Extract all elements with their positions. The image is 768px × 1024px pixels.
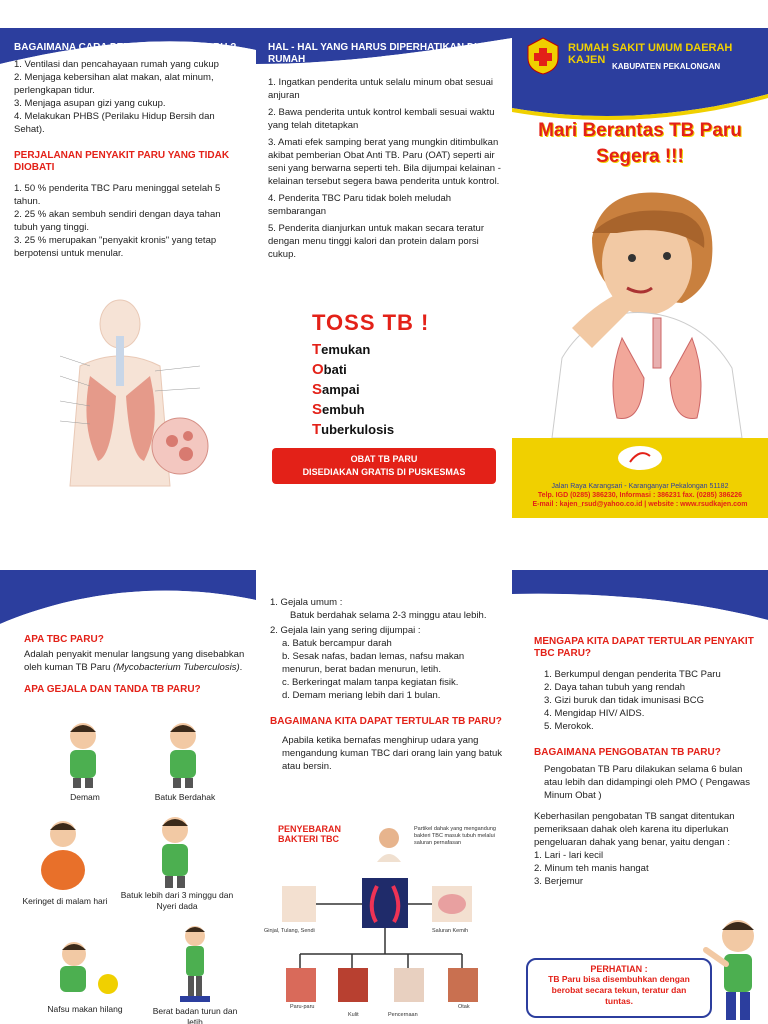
coughing-person-photo bbox=[374, 826, 404, 862]
kid-sweating-illustration bbox=[38, 818, 88, 892]
symptom-caption: Nafsu makan hilang bbox=[47, 1004, 123, 1014]
symptoms-heading: APA GEJALA DAN TANDA TB PARU? bbox=[24, 684, 201, 695]
toss-word: Sembuh bbox=[312, 401, 365, 418]
sputum-text: Keberhasilan pengobatan TB sangat ditentukan pemeriksaan dahak oleh karena itu diperlukan pengeluaran dahak yang benar, yaitu dengan : bbox=[534, 811, 735, 848]
causes-section bbox=[534, 636, 760, 888]
symptom-caption: Batuk Berdahak bbox=[154, 792, 216, 802]
treatment-text: Pengobatan TB Paru dilakukan selama 6 bulan atau lebih dan didampingi oleh PMO ( Pengawas Minum Obat ) bbox=[544, 764, 750, 801]
list-item: 4. Mengidap HIV/ AIDS. bbox=[544, 708, 645, 719]
list-item: 2. Menjaga kebersihan alat makan, alat minum, perlengkapan tidur. bbox=[14, 72, 214, 96]
list-item: 4. Melakukan PHBS (Perilaku Hidup Bersih dan Sehat). bbox=[14, 111, 215, 135]
panel-prevention bbox=[0, 28, 256, 518]
address: Jalan Raya Karangsari - Karanganyar Pekalongan 51182 bbox=[551, 483, 729, 490]
home-care-section bbox=[268, 42, 504, 261]
hospital-emblem-icon bbox=[526, 36, 560, 76]
brochure-outside bbox=[0, 28, 768, 518]
list-item: 1. Ventilasi dan pencahayaan rumah yang cukup bbox=[14, 59, 219, 70]
panel-what-is-tb bbox=[0, 570, 256, 1024]
hospital-logo-icon bbox=[616, 444, 664, 472]
tb-spread-diagram bbox=[272, 876, 498, 1022]
prevention-heading: BAGAIMANA CARA PENCEGAHAN TB PARU ? bbox=[14, 42, 237, 53]
home-care-heading: HAL - HAL YANG HARUS DIPERHATIKAN DI RUMAH bbox=[268, 42, 477, 65]
coughing-boy-illustration bbox=[532, 178, 762, 438]
organ-label: Ginjal, Tulang, Sendi bbox=[264, 928, 315, 934]
list-item: 1. Berkumpul dengan penderita TBC Paru bbox=[544, 669, 721, 680]
regency-name: KABUPATEN PEKALONGAN bbox=[612, 62, 721, 71]
causes-heading: MENGAPA KITA DAPAT TERTULAR PENYAKIT TBC PARU? bbox=[534, 636, 754, 659]
respiratory-anatomy-illustration bbox=[50, 296, 220, 496]
symptom-caption: Demam bbox=[70, 792, 100, 802]
wave-decoration bbox=[512, 570, 768, 630]
pointing-boy-illustration bbox=[702, 914, 764, 1024]
notice-title: PERHATIAN : bbox=[590, 964, 648, 974]
toss-title: TOSS TB ! bbox=[312, 310, 430, 335]
prevention-section bbox=[14, 42, 246, 260]
list-item: 2. Minum teh manis hangat bbox=[534, 863, 649, 874]
other-symptoms-title: 2. Gejala lain yang sering dijumpai : bbox=[270, 625, 421, 636]
home-care-list bbox=[268, 76, 504, 261]
toss-word: Obati bbox=[312, 361, 347, 378]
list-item: 2. Daya tahan tubuh yang rendah bbox=[544, 682, 686, 693]
what-is-tb-text: Adalah penyakit menular langsung yang disebabkan oleh kuman TB Paru (Mycobacterium Tuberculosis). bbox=[24, 649, 245, 673]
untreated-heading: PERJALANAN PENYAKIT PARU YANG TIDAK DIOBATI bbox=[14, 150, 230, 173]
organ-label: Saluran Kemih bbox=[432, 928, 469, 934]
organ-label: Pencernaan bbox=[388, 1012, 418, 1018]
notice-body: TB Paru bisa disembuhkan dengan berobat secara tekun, teratur dan tuntas. bbox=[548, 974, 690, 1006]
list-item: 3. Menjaga asupan gizi yang cukup. bbox=[14, 98, 166, 109]
list-item: 4. Penderita TBC Paru tidak boleh meludah sembarangan bbox=[268, 193, 452, 217]
banner-line2: DISEDIAKAN GRATIS DI PUSKESMAS bbox=[302, 467, 466, 477]
symptom-caption: Berat badan turun dan letih bbox=[152, 1006, 238, 1024]
panel-causes-treatment bbox=[512, 570, 768, 1024]
contact-footer bbox=[512, 438, 768, 518]
toss-words bbox=[312, 340, 429, 440]
phone: Telp. IGD (0285) 386230, Informasi : 386231 fax. (0285) 386226 bbox=[537, 492, 743, 499]
notice-box bbox=[526, 958, 712, 1018]
free-medicine-banner bbox=[272, 448, 496, 484]
toss-tb-block bbox=[312, 310, 429, 440]
toss-word: Tuberkulosis bbox=[312, 421, 395, 438]
list-item: 1. Lari - lari kecil bbox=[534, 850, 604, 861]
untreated-list bbox=[14, 182, 246, 260]
what-is-tb-section bbox=[24, 634, 246, 696]
kid-fever-illustration bbox=[58, 720, 108, 790]
list-item: 1. Ingatkan penderita untuk selalu minum obat sesuai anjuran bbox=[268, 77, 493, 101]
other-symptoms-list bbox=[270, 637, 506, 702]
list-item: b. Sesak nafas, badan lemas, nafsu makan menurun, berat badan menurun, letih. bbox=[282, 651, 465, 675]
symptoms-detail bbox=[270, 596, 506, 773]
list-item: 1. 50 % penderita TBC Paru meninggal setelah 5 tahun. bbox=[14, 183, 221, 207]
kid-no-appetite-illustration bbox=[52, 940, 122, 1000]
list-item: d. Demam meriang lebih dari 1 bulan. bbox=[282, 690, 441, 701]
email-website: E-mail : kajen_rsud@yahoo.co.id | website : www.rsudkajen.com bbox=[532, 501, 748, 508]
list-item: a. Batuk bercampur darah bbox=[282, 638, 392, 649]
causes-list bbox=[534, 668, 760, 733]
list-item: 3. Berjemur bbox=[534, 876, 584, 887]
kid-coughing-illustration bbox=[158, 720, 208, 790]
cover-header bbox=[512, 28, 768, 88]
spread-note: Partikel dahak yang mengandung bakteri TBC masuk tubuh melalui saluran pernafasan bbox=[414, 826, 496, 846]
list-item: 5. Penderita dianjurkan untuk makan secara teratur dengan menu tinggi kalori dan protein dalam porsi cukup. bbox=[268, 223, 484, 260]
symptom-caption: Batuk lebih dari 3 minggu dan Nyeri dada bbox=[120, 890, 234, 911]
list-item: 2. 25 % akan sembuh sendiri dengan daya tahan tubuh yang tinggi. bbox=[14, 209, 221, 233]
what-is-tb-heading: APA TBC PARU? bbox=[24, 634, 104, 645]
spread-title: PENYEBARAN BAKTERI TBC bbox=[278, 824, 342, 844]
panel-home-care bbox=[256, 28, 512, 518]
organ-label: Otak bbox=[458, 1004, 470, 1010]
treatment-heading: BAGAIMANA PENGOBATAN TB PARU? bbox=[534, 747, 721, 758]
cover-title: Mari Berantas TB Paru Segera !!! bbox=[538, 120, 742, 167]
kid-chest-pain-illustration bbox=[150, 814, 200, 890]
kid-weight-loss-illustration bbox=[178, 924, 212, 1004]
toss-word: Temukan bbox=[312, 341, 371, 358]
transmission-heading: BAGAIMANA KITA DAPAT TERTULAR TB PARU? bbox=[270, 716, 502, 727]
organ-label: Paru-paru bbox=[290, 1004, 315, 1010]
contact-info bbox=[518, 482, 762, 509]
panel-cover bbox=[512, 28, 768, 518]
sputum-list bbox=[534, 849, 760, 888]
list-item: 2. Bawa penderita untuk kontrol kembali sesuai waktu yang telah ditetapkan bbox=[268, 107, 495, 131]
transmission-text: Apabila ketika bernafas menghirup udara yang mengandung kuman TBC dari orang lain yang batuk atau bersin. bbox=[282, 735, 503, 772]
wave-decoration bbox=[0, 570, 256, 630]
panel-symptoms-transmission bbox=[256, 570, 512, 1024]
symptom-caption: Keringet di malam hari bbox=[22, 896, 108, 906]
hospital-name: RUMAH SAKIT UMUM DAERAH KAJEN bbox=[568, 42, 733, 66]
list-item: c. Berkeringat malam tanpa kegiatan fisik. bbox=[282, 677, 459, 688]
list-item: 3. 25 % merupakan "penyakit kronis" yang tetap berpotensi untuk menular. bbox=[14, 235, 217, 259]
list-item: 3. Amati efek samping berat yang mungkin ditimbulkan akibat pemberian Obat Anti TB. Paru (OAT) seperti air seni yang berwarna seperti teh. Bila dijumpai kelainan - kelainan tersebut segera bawa penderita untuk kontrol. bbox=[268, 137, 501, 187]
list-item: 5. Merokok. bbox=[544, 721, 594, 732]
general-symptoms-title: 1. Gejala umum : bbox=[270, 597, 343, 608]
general-symptoms-text: Batuk berdahak selama 2-3 minggu atau lebih. bbox=[290, 610, 487, 621]
list-item: 3. Gizi buruk dan tidak imunisasi BCG bbox=[544, 695, 704, 706]
organ-label: Kulit bbox=[348, 1012, 359, 1018]
brochure-inside bbox=[0, 570, 768, 1024]
banner-line1: OBAT TB PARU bbox=[350, 454, 418, 464]
toss-word: Sampai bbox=[312, 381, 360, 398]
prevention-list bbox=[14, 58, 246, 136]
